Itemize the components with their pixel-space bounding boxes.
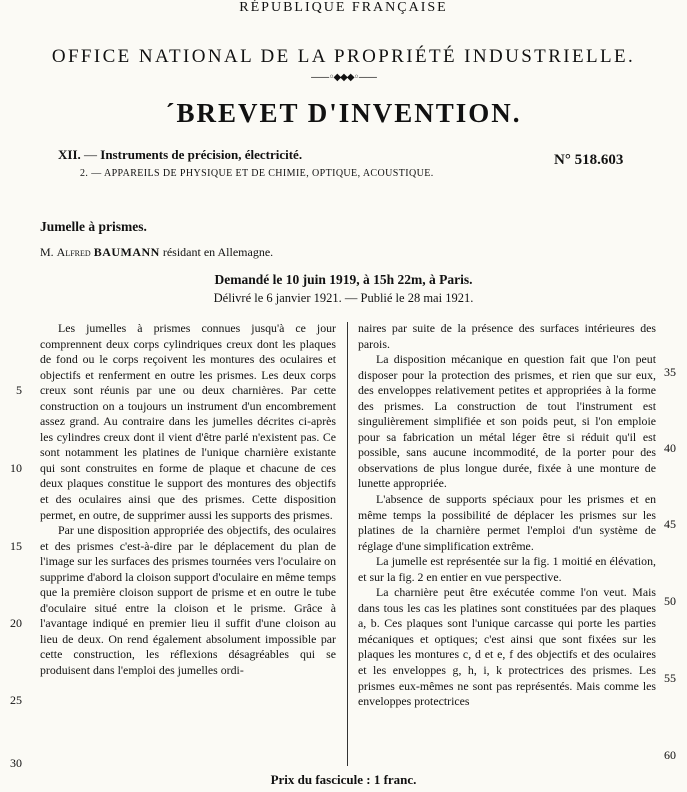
inventor-line — [40, 245, 273, 260]
price-footer: Prix du fascicule : 1 franc. — [270, 772, 417, 787]
group-title: Instruments de précision, électricité. — [100, 147, 303, 162]
line-number: 5 — [16, 383, 22, 397]
inventor-residence: résidant en Allemagne. — [162, 245, 274, 259]
line-number: 40 — [664, 441, 676, 455]
line-number: 45 — [664, 517, 676, 531]
document-title: ´BREVET D'INVENTION. — [165, 98, 522, 128]
line-number: 15 — [10, 539, 22, 553]
body-paragraph: Les jumelles à prismes connues jusqu'à ce jour comprennent deux corps cylindriques creux dont les plaques de fond ou le corps reçoivent les montures des oculaires et objectifs et renferment en outre les prismes. Les deux corps creux sont réunis par une ou deux charnières. Par cette construction on a toujours un instrument d'un encombrement assez grand. Au contraire dans les jumelles décrites ci-après les cylindres creux dont il vient d'être parlé n'existent pas. Ce sont notamment les platines de l'unique charnière existante qui sont construites en forme de plaque et chacune de ces deux plaques constitue le support des montures des objectifs et des oculaires ainsi que des prismes. Cette disposition permet, en outre, de supprimer aussi les supports des prismes. — [40, 321, 336, 522]
body-paragraph: naires par suite de la présence des surfaces intérieures des parois. — [358, 321, 656, 351]
body-paragraph: Par une disposition appropriée des objectifs, des oculaires et des prismes c'est-à-dire par le déplacement du plan de l'image sur les surfaces des prismes tournées vers l'oculaire on supprime d'abord la cloison support d'oculaire en même temps que la première cloison support de prisme et en outre le tube d'oculaire situé entre la cloison et le prisme. Grâce à l'avantage indiqué en premier lieu il suffit d'une cloison au lieu de deux. On rend également absolument impossible par cette construction, les réflexions désagréables qui se produisent dans l'emploi des jumelles ordi- — [40, 523, 336, 678]
group-number: XII. — [58, 147, 81, 162]
column-divider — [347, 322, 348, 766]
body-paragraph: L'absence de supports spéciaux pour les prismes et en même temps la possibilité de déplacer les prismes sur les platines de la charnière permet l'emploi d'un système de réglage d'une simplification extrême. — [358, 492, 656, 553]
inventor-first-name: Alfred — [56, 245, 91, 259]
body-paragraph: La charnière peut être exécutée comme l'on veut. Mais dans tous les cas les platines sont constituées par des plaques a, b. Ces plaques sont l'unique carcasse qui porte les parties mécaniques et optiques; c'est ainsi que sont fixées sur les plaques les montures c, d et e, f des objectifs et des oculaires et les enveloppes g, h, i, k protectrices des prismes. Les prismes eux-mêmes ne sont pas représentés. Mais comme les enveloppes protectrices — [358, 585, 656, 709]
subgroup-number: 2. — [80, 168, 89, 179]
invention-title: Jumelle à prismes. — [40, 219, 147, 234]
body-paragraph: La disposition mécanique en question fait que l'on peut disposer pour la protection des prismes, et rien que sur eux, des enveloppes relativement petites et appropriées à la forme des prismes. La construction de tout l'instrument est singulièrement simplifiée et son poids peut, si l'on emploie pour sa fabrication un métal léger être si réduit qu'il est possible, sans aucune incommodité, de la porter pour des observations de plus longue durée, fixée à une monture de lunette appropriée. — [358, 352, 656, 491]
classification-group — [58, 147, 302, 163]
subgroup-separator: — — [88, 168, 104, 179]
patent-number: N° 518.603 — [554, 152, 624, 168]
line-number: 20 — [10, 616, 22, 630]
classification-subgroup — [80, 168, 434, 179]
subgroup-title: APPAREILS DE PHYSIQUE ET DE CHIMIE, OPTIQUE, ACOUSTIQUE. — [103, 168, 434, 179]
group-separator: — — [80, 147, 101, 162]
line-number: 30 — [10, 756, 22, 770]
body-paragraph: La jumelle est représentée sur la fig. 1 moitié en élévation, et sur la fig. 2 en entier en vue perspective. — [358, 554, 656, 584]
inventor-last-name: BAUMANN — [93, 245, 160, 259]
line-number: 10 — [10, 461, 22, 475]
line-number: 60 — [664, 748, 676, 762]
line-number: 25 — [10, 693, 22, 707]
ornament-divider: ——◦◆◆◆◦—— — [310, 72, 377, 83]
right-column — [358, 321, 656, 710]
left-column — [40, 321, 336, 679]
republique-header: RÉPUBLIQUE FRANÇAISE — [239, 0, 448, 15]
inventor-prefix: M. — [40, 245, 57, 259]
line-number: 55 — [664, 671, 676, 685]
filing-date: Demandé le 10 juin 1919, à 15h 22m, à Paris. — [214, 272, 473, 287]
office-title: OFFICE NATIONAL DE LA PROPRIÉTÉ INDUSTRIELLE. — [51, 46, 636, 67]
line-number: 50 — [664, 594, 676, 608]
line-number: 35 — [664, 365, 676, 379]
issue-publication-date: Délivré le 6 janvier 1921. — Publié le 28 mai 1921. — [213, 291, 474, 305]
